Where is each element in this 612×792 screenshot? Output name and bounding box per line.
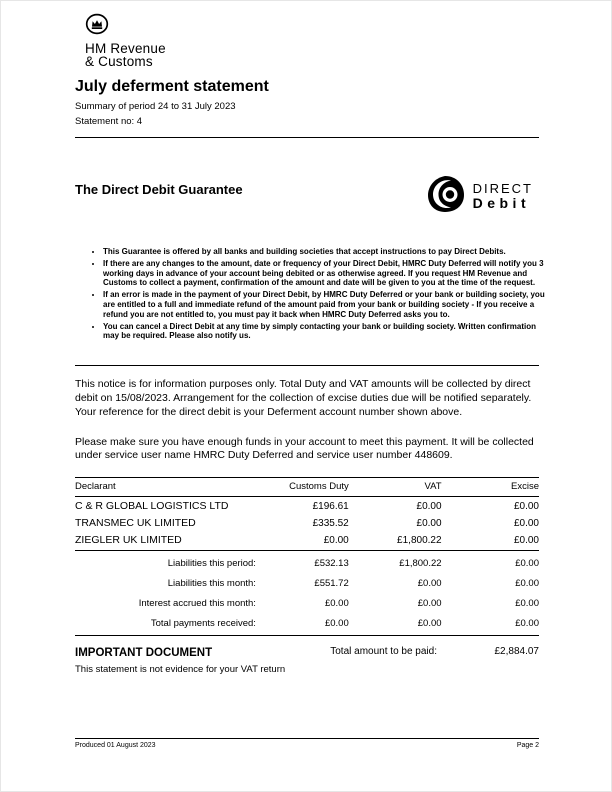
page-number: Page 2	[516, 742, 539, 749]
header-divider	[75, 137, 539, 138]
summary-row	[75, 551, 539, 572]
summary-label: Liabilities this period:	[167, 558, 256, 570]
guarantee-bullet: • You can cancel a Direct Debit at any time by simply contacting your bank or building society. Written confirmation may be required. Please also notify us.	[103, 322, 545, 342]
customs-duty-value: £551.72	[314, 578, 349, 590]
guarantee-divider	[75, 365, 539, 366]
guarantee-bullet-list	[103, 247, 545, 341]
vat-value: £1,800.22	[349, 531, 442, 551]
org-line-1: HM Revenue	[85, 41, 166, 56]
table-header-row	[75, 478, 539, 497]
summary-row	[75, 571, 539, 591]
table-row	[75, 531, 539, 551]
vat-value: £0.00	[417, 578, 442, 590]
guarantee-bullet: • This Guarantee is offered by all banks and building societies that accept instructions to pay Direct Debits.	[103, 247, 545, 257]
vat-value: £0.00	[349, 611, 442, 636]
period-summary: Summary of period 24 to 31 July 2023	[75, 101, 236, 112]
guarantee-bullet: • If an error is made in the payment of your Direct Debit, by HMRC Duty Deferred or your bank or building society, you are entitled to a full and immediate refund of the amount paid from your bank or building society - If you receive a refund you are not entitled to, you must pay it back when HMRC Duty Deferred asks you to.	[103, 290, 545, 319]
customs-duty-value: £0.00	[324, 598, 349, 610]
col-header-customs-duty: Customs Duty	[256, 478, 349, 497]
summary-row	[75, 591, 539, 611]
excise-value: £0.00	[442, 611, 539, 636]
summary-label: Liabilities this month:	[167, 578, 256, 590]
col-header-declarant: Declarant	[75, 478, 256, 497]
direct-debit-guarantee-section	[75, 174, 545, 341]
excise-value: £0.00	[513, 500, 539, 512]
total-amount-label: Total amount to be paid:	[330, 646, 437, 658]
excise-value: £0.00	[442, 531, 539, 551]
customs-duty-value: £532.13	[314, 558, 349, 570]
excise-value: £0.00	[515, 598, 539, 610]
customs-duty-value: £0.00	[256, 531, 349, 551]
guarantee-heading: The Direct Debit Guarantee	[75, 182, 243, 197]
direct-debit-mark-icon	[426, 174, 466, 219]
page-title: July deferment statement	[75, 78, 269, 95]
hmrc-crown-logo	[85, 13, 539, 40]
table-row	[75, 514, 539, 531]
vat-return-note: This statement is not evidence for your VAT return	[75, 664, 286, 676]
vat-value: £0.00	[416, 500, 442, 512]
col-header-vat: VAT	[349, 478, 442, 497]
vat-value: £0.00	[417, 598, 442, 610]
produced-date: Produced 01 August 2023	[75, 742, 156, 749]
total-amount-value: £2,884.07	[494, 646, 539, 658]
vat-value: £1,800.22	[399, 558, 442, 570]
statement-number: Statement no: 4	[75, 116, 143, 127]
excise-value: £0.00	[515, 558, 539, 570]
declarant-name: C & R GLOBAL LOGISTICS LTD	[75, 500, 229, 513]
guarantee-bullet: • If there are any changes to the amount, date or frequency of your Direct Debit, HMRC Duty Deferred will notify you 3 working days in advance of your account being debited or as otherwise agreed. If you request HM Revenue and Customs to collect a payment, confirmation of the amount and date will be given to you at the time of the request.	[103, 259, 545, 288]
hmrc-org-name	[85, 42, 539, 68]
page-footer	[75, 738, 539, 749]
customs-duty-value: £0.00	[256, 611, 349, 636]
col-header-excise: Excise	[442, 478, 539, 497]
org-line-2: & Customs	[85, 54, 153, 69]
notice-paragraph-2: Please make sure you have enough funds in your account to meet this payment. It will be collected under service user name HMRC Duty Deferred and service user number 448609.	[75, 435, 534, 462]
summary-label: Total payments received:	[75, 611, 256, 636]
declarant-name: ZIEGLER UK LIMITED	[75, 531, 256, 551]
table-row	[75, 497, 539, 515]
summary-label: Interest accrued this month:	[138, 598, 256, 610]
vat-value: £0.00	[416, 517, 442, 529]
excise-value: £0.00	[513, 517, 539, 529]
declarant-table	[75, 477, 539, 636]
excise-value: £0.00	[515, 578, 539, 590]
declarant-name: TRANSMEC UK LIMITED	[75, 517, 196, 530]
notice-paragraph-1: This notice is for information purposes only. Total Duty and VAT amounts will be collected by direct debit on 15/08/2023. Arrangement for the collection of excise duties due will be notified separately. Your reference for the direct debit is your Deferment account number shown above.	[75, 378, 532, 418]
customs-duty-value: £196.61	[312, 500, 349, 512]
direct-debit-word-2: Debit	[472, 195, 531, 211]
direct-debit-wordmark	[473, 182, 533, 211]
summary-row	[75, 611, 539, 636]
direct-debit-logo	[426, 174, 533, 219]
important-document-heading: IMPORTANT DOCUMENT	[75, 647, 213, 660]
customs-duty-value: £335.52	[312, 517, 349, 529]
direct-debit-word-1: DIRECT	[472, 181, 533, 196]
